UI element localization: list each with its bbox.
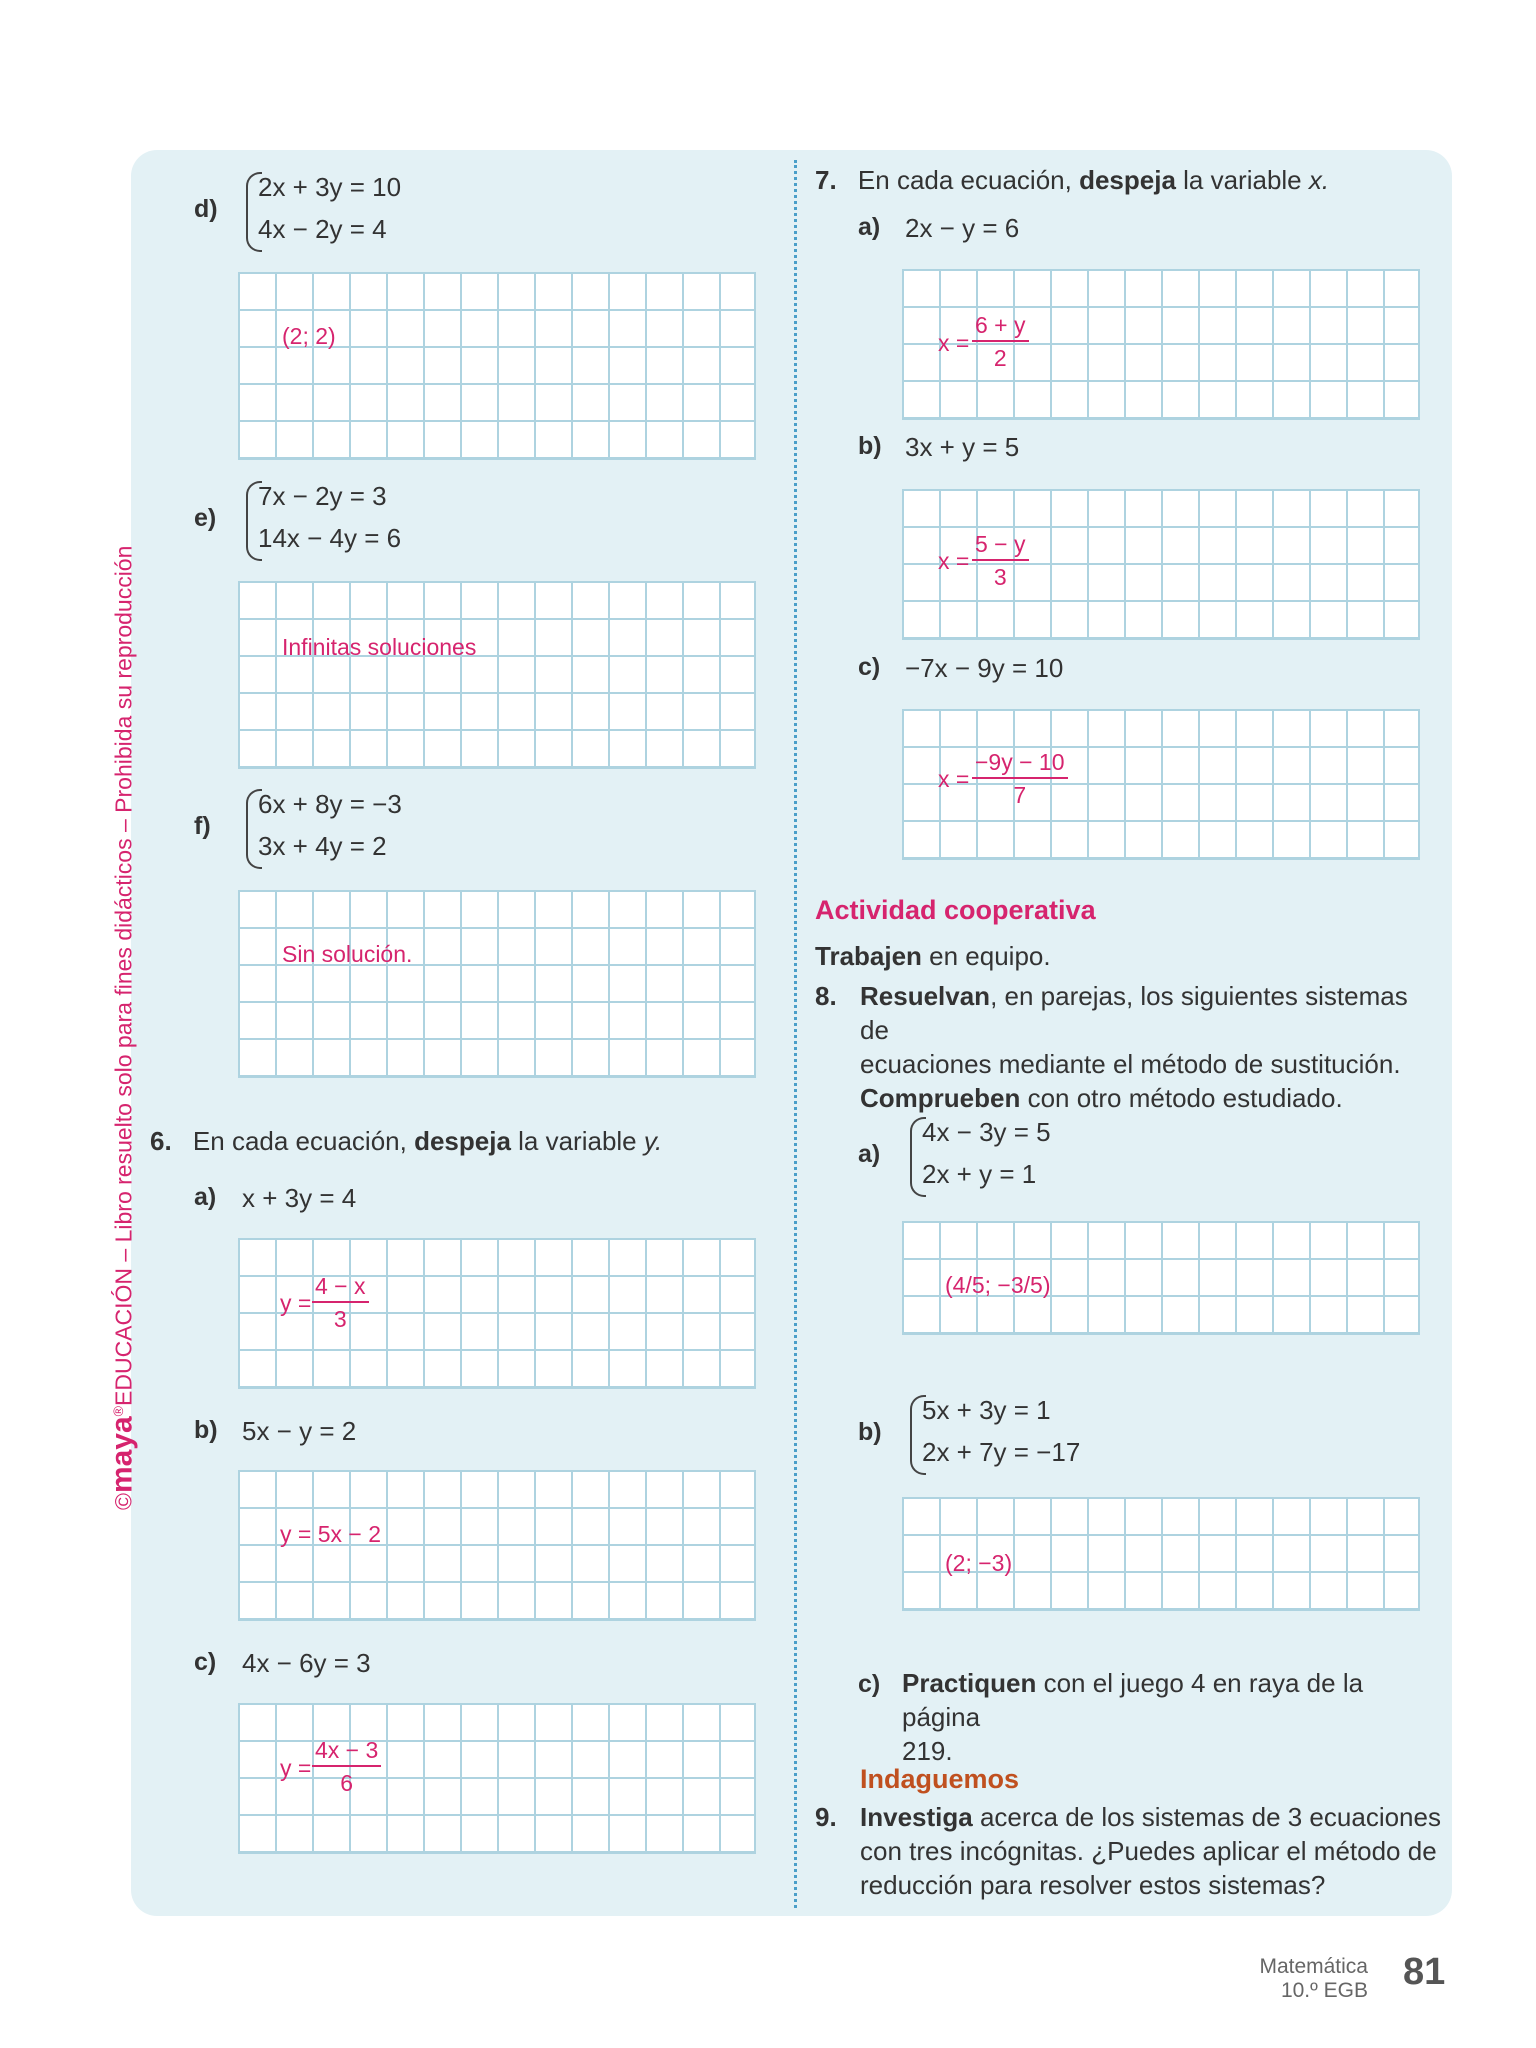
question-keyword: Comprueben	[860, 1083, 1021, 1113]
question-text: ecuaciones mediante el método de sustitución.	[860, 1049, 1401, 1079]
question-8c	[902, 1666, 1442, 1768]
coop-heading: Actividad cooperativa	[815, 895, 1096, 925]
item-6c-label: c)	[194, 1648, 217, 1676]
question-keyword: Practiquen	[902, 1668, 1037, 1698]
answer-fraction	[972, 747, 1068, 811]
answer-lhs: y =	[280, 1755, 312, 1781]
equation: 2x − y = 6	[905, 213, 1020, 243]
equation: 4x − 3y = 5	[922, 1117, 1051, 1147]
item-d-label: d)	[194, 195, 218, 223]
copyright-symbol: ©	[110, 1493, 137, 1510]
question-text: con otro método estudiado.	[1020, 1083, 1343, 1113]
equation: 6x + 8y = −3	[258, 789, 402, 819]
answer-fraction	[312, 1271, 369, 1335]
question-variable: y.	[643, 1126, 663, 1156]
question-7	[815, 163, 1329, 197]
item-6a-label: a)	[194, 1183, 217, 1211]
fraction-numerator: −9y − 10	[972, 747, 1068, 779]
coop-keyword: Trabajen	[815, 941, 922, 971]
question-text: la variable	[1175, 165, 1309, 195]
equation: 5x + 3y = 1	[922, 1395, 1051, 1425]
footer-subject: Matemática	[1259, 1955, 1368, 1978]
question-9	[860, 1800, 1445, 1902]
item-7a-label: a)	[858, 213, 881, 241]
question-keyword: despeja	[1079, 165, 1176, 195]
answer-text: (2; 2)	[282, 323, 336, 349]
item-7b-label: b)	[858, 432, 882, 460]
equation: 2x + y = 1	[922, 1159, 1037, 1189]
question-keyword: despeja	[414, 1126, 511, 1156]
question-text: reducción para resolver estos sistemas?	[860, 1870, 1326, 1900]
item-8c-label: c)	[858, 1670, 881, 1698]
fraction-denominator: 3	[333, 1306, 347, 1332]
fraction-denominator: 2	[993, 345, 1007, 371]
fraction-numerator: 4 − x	[312, 1271, 369, 1303]
answer-grid	[238, 272, 756, 460]
equation: 7x − 2y = 3	[258, 481, 387, 511]
answer-fraction	[972, 529, 1029, 593]
copyright-sidebar	[98, 545, 139, 1510]
question-text: 219.	[902, 1736, 953, 1766]
question-number: 6.	[150, 1126, 172, 1156]
answer-text: (4/5; −3/5)	[945, 1272, 1051, 1298]
equation: 3x + y = 5	[905, 432, 1020, 462]
answer-grid	[238, 581, 756, 769]
question-text: En cada ecuación,	[192, 1126, 415, 1156]
item-6b-label: b)	[194, 1416, 218, 1444]
question-9-number	[815, 1800, 837, 1834]
question-text: con tres incógnitas. ¿Puedes aplicar el método de	[860, 1836, 1437, 1866]
item-e-label: e)	[194, 504, 217, 532]
question-number: 9.	[815, 1802, 837, 1832]
coop-subtitle	[815, 939, 1051, 973]
equation: 2x + 3y = 10	[258, 172, 402, 202]
item-8a-label: a)	[858, 1140, 881, 1168]
answer-text: (2; −3)	[945, 1550, 1013, 1576]
equation: 14x − 4y = 6	[258, 523, 402, 553]
fraction-denominator: 6	[340, 1770, 354, 1796]
question-number: 8.	[815, 981, 837, 1011]
question-text: con el juego 4 en raya de la página	[902, 1668, 1364, 1732]
item-7c-label: c)	[858, 653, 881, 681]
footer-grade: 10.º EGB	[1280, 1979, 1368, 2002]
question-number: 7.	[815, 165, 837, 195]
equation: 5x − y = 2	[242, 1416, 357, 1446]
answer-text: Sin solución.	[282, 941, 413, 967]
question-text: acerca de los sistemas de 3 ecuaciones	[972, 1802, 1441, 1832]
answer-fraction	[972, 310, 1029, 374]
answer-lhs: x =	[938, 548, 970, 574]
fraction-numerator: 5 − y	[972, 529, 1029, 561]
answer-lhs: y =	[280, 1290, 312, 1316]
coop-text: en equipo.	[921, 941, 1051, 971]
fraction-denominator: 7	[1013, 782, 1027, 808]
question-8	[860, 979, 1440, 1115]
fraction-numerator: 6 + y	[972, 310, 1029, 342]
question-text: la variable	[510, 1126, 644, 1156]
equation: 3x + 4y = 2	[258, 831, 387, 861]
equation: 2x + 7y = −17	[922, 1437, 1081, 1467]
registered-symbol: ®	[110, 1405, 126, 1417]
answer-text: y = 5x − 2	[280, 1521, 382, 1547]
sidebar-text: EDUCACIÓN – Libro resuelto solo para fines didácticos – Prohibida su reproducción	[110, 545, 137, 1406]
question-variable: x.	[1308, 165, 1330, 195]
item-8b-label: b)	[858, 1418, 882, 1446]
column-divider	[794, 160, 797, 1908]
fraction-denominator: 3	[993, 564, 1007, 590]
equation: −7x − 9y = 10	[905, 653, 1064, 683]
page-number: 81	[1403, 1951, 1446, 1993]
fraction-numerator: 4x − 3	[312, 1735, 381, 1767]
question-text: En cada ecuación,	[857, 165, 1080, 195]
equation: x + 3y = 4	[242, 1183, 357, 1213]
item-f-label: f)	[194, 812, 211, 840]
brand-logo: maya	[105, 1416, 139, 1494]
footer-book-info	[1170, 1955, 1368, 2003]
equation: 4x − 2y = 4	[258, 214, 387, 244]
equation: 4x − 6y = 3	[242, 1648, 371, 1678]
question-6	[150, 1124, 662, 1158]
indaguemos-heading: Indaguemos	[860, 1764, 1020, 1794]
question-keyword: Investiga	[860, 1802, 973, 1832]
answer-lhs: x =	[938, 330, 970, 356]
answer-lhs: x =	[938, 766, 970, 792]
question-text: , en parejas, los siguientes sistemas de	[860, 981, 1408, 1045]
answer-text: Infinitas soluciones	[282, 634, 477, 660]
question-keyword: Resuelvan	[860, 981, 991, 1011]
question-8-number	[815, 979, 837, 1013]
answer-fraction	[312, 1735, 381, 1799]
answer-grid	[238, 890, 756, 1078]
